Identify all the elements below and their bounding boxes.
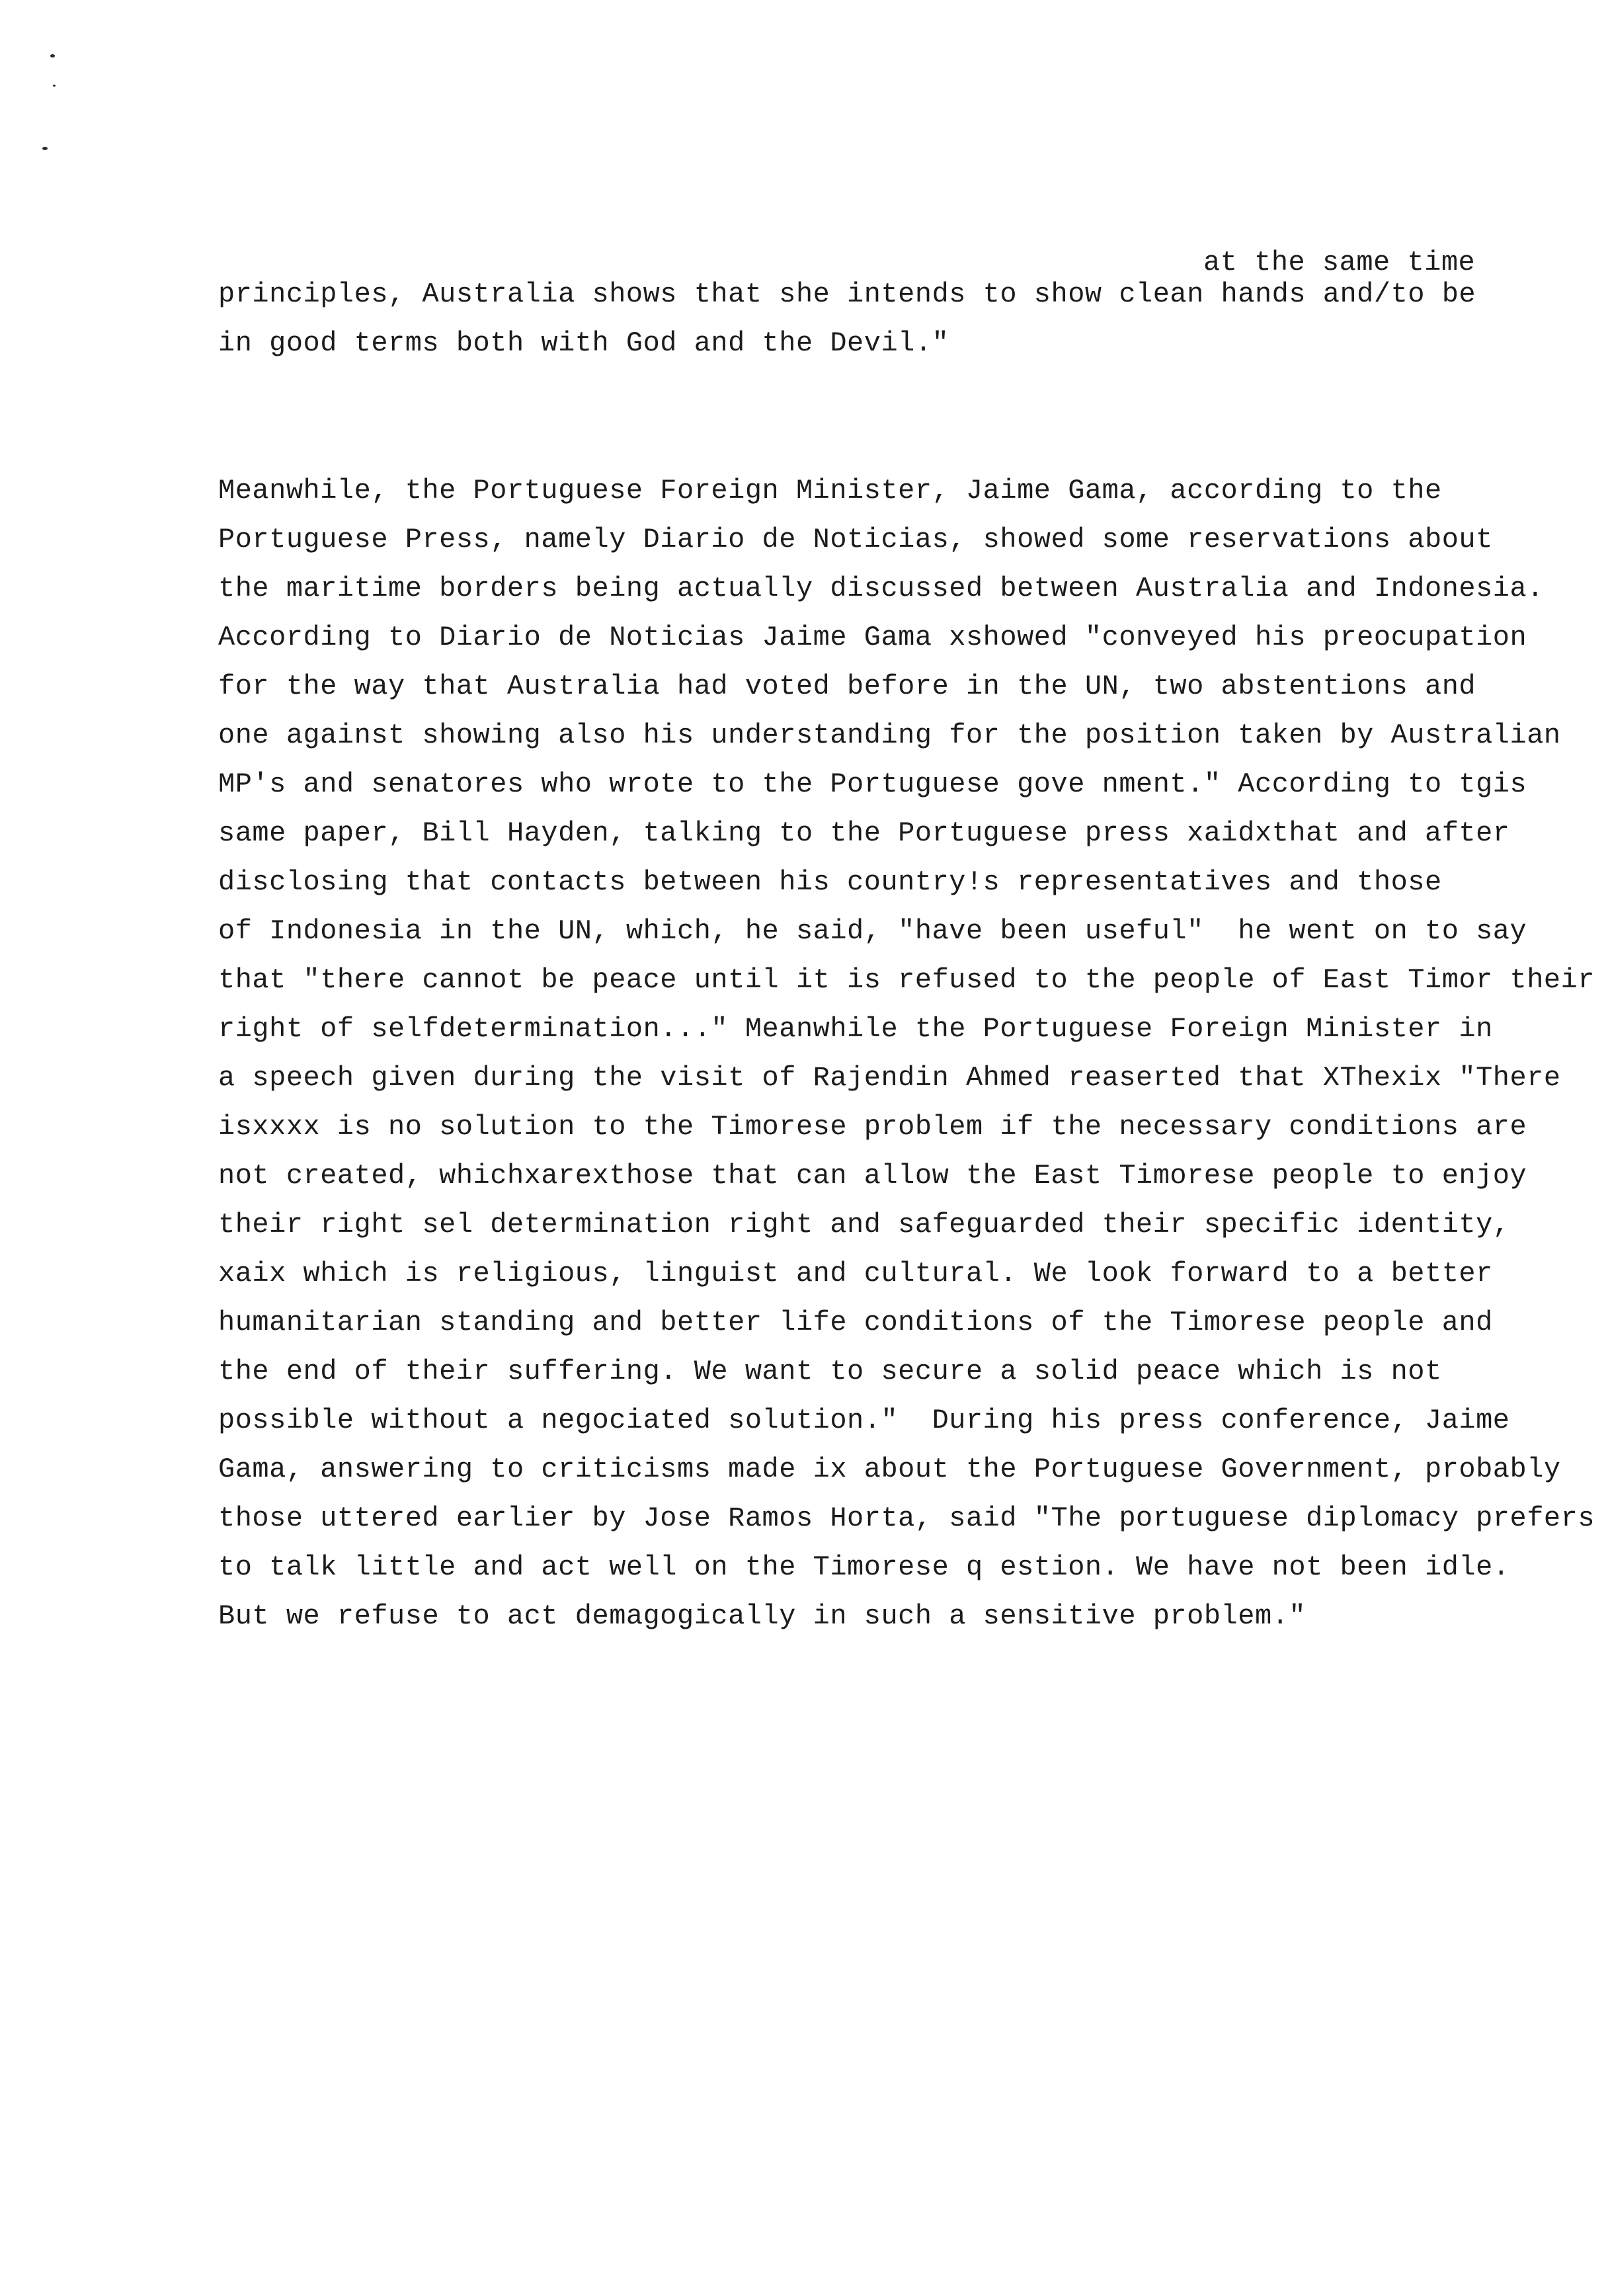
text-line: same paper, Bill Hayden, talking to the Portuguese press xaidxthat and after xyxy=(218,817,1510,849)
text-line: But we refuse to act demagogically in such a sensitive problem." xyxy=(218,1600,1306,1632)
ink-speck xyxy=(53,85,56,87)
text-line: Portuguese Press, namely Diario de Noticias, showed some reservations about xyxy=(218,524,1493,555)
text-line: at the same time xyxy=(1203,247,1476,278)
text-line: a speech given during the visit of Rajendin Ahmed reaserted that XThexix "There xyxy=(218,1062,1561,1094)
text-line: humanitarian standing and better life conditions of the Timorese people and xyxy=(218,1307,1493,1338)
text-line: xaix which is religious, linguist and cultural. We look forward to a better xyxy=(218,1258,1493,1290)
text-line: those uttered earlier by Jose Ramos Horta, said "The portuguese diplomacy prefers xyxy=(218,1502,1595,1534)
text-line: of Indonesia in the UN, which, he said, "have been useful" he went on to say xyxy=(218,915,1527,947)
text-line: their right sel determination right and safeguarded their specific identity, xyxy=(218,1209,1510,1241)
text-line: Meanwhile, the Portuguese Foreign Minister, Jaime Gama, according to the xyxy=(218,475,1442,507)
text-line: the maritime borders being actually discussed between Australia and Indonesia. xyxy=(218,573,1544,604)
text-line: According to Diario de Noticias Jaime Gama xshowed "conveyed his preocupation xyxy=(218,622,1527,653)
text-line: possible without a negociated solution." During his press conference, Jaime xyxy=(218,1405,1510,1436)
text-line: principles, Australia shows that she intends to show clean hands and/to be xyxy=(218,278,1476,310)
text-line: Gama, answering to criticisms made ix about the Portuguese Government, probably xyxy=(218,1454,1561,1485)
ink-speck xyxy=(42,147,48,150)
text-line: one against showing also his understanding for the position taken by Australian xyxy=(218,719,1561,751)
text-line: right of selfdetermination..." Meanwhile the Portuguese Foreign Minister in xyxy=(218,1013,1493,1045)
text-line: not created, whichxarexthose that can allow the East Timorese people to enjoy xyxy=(218,1160,1527,1192)
text-line: that "there cannot be peace until it is refused to the people of East Timor their xyxy=(218,964,1595,996)
text-line: MP's and senatores who wrote to the Portuguese gove nment." According to tgis xyxy=(218,768,1527,800)
text-line: disclosing that contacts between his country!s representatives and those xyxy=(218,866,1442,898)
text-line: the end of their suffering. We want to secure a solid peace which is not xyxy=(218,1356,1442,1387)
text-line: for the way that Australia had voted before in the UN, two abstentions and xyxy=(218,671,1476,702)
text-line: isxxxx is no solution to the Timorese problem if the necessary conditions are xyxy=(218,1111,1527,1143)
text-line: in good terms both with God and the Devil." xyxy=(218,327,949,359)
text-line: to talk little and act well on the Timorese q estion. We have not been idle. xyxy=(218,1551,1510,1583)
ink-speck xyxy=(50,54,55,58)
